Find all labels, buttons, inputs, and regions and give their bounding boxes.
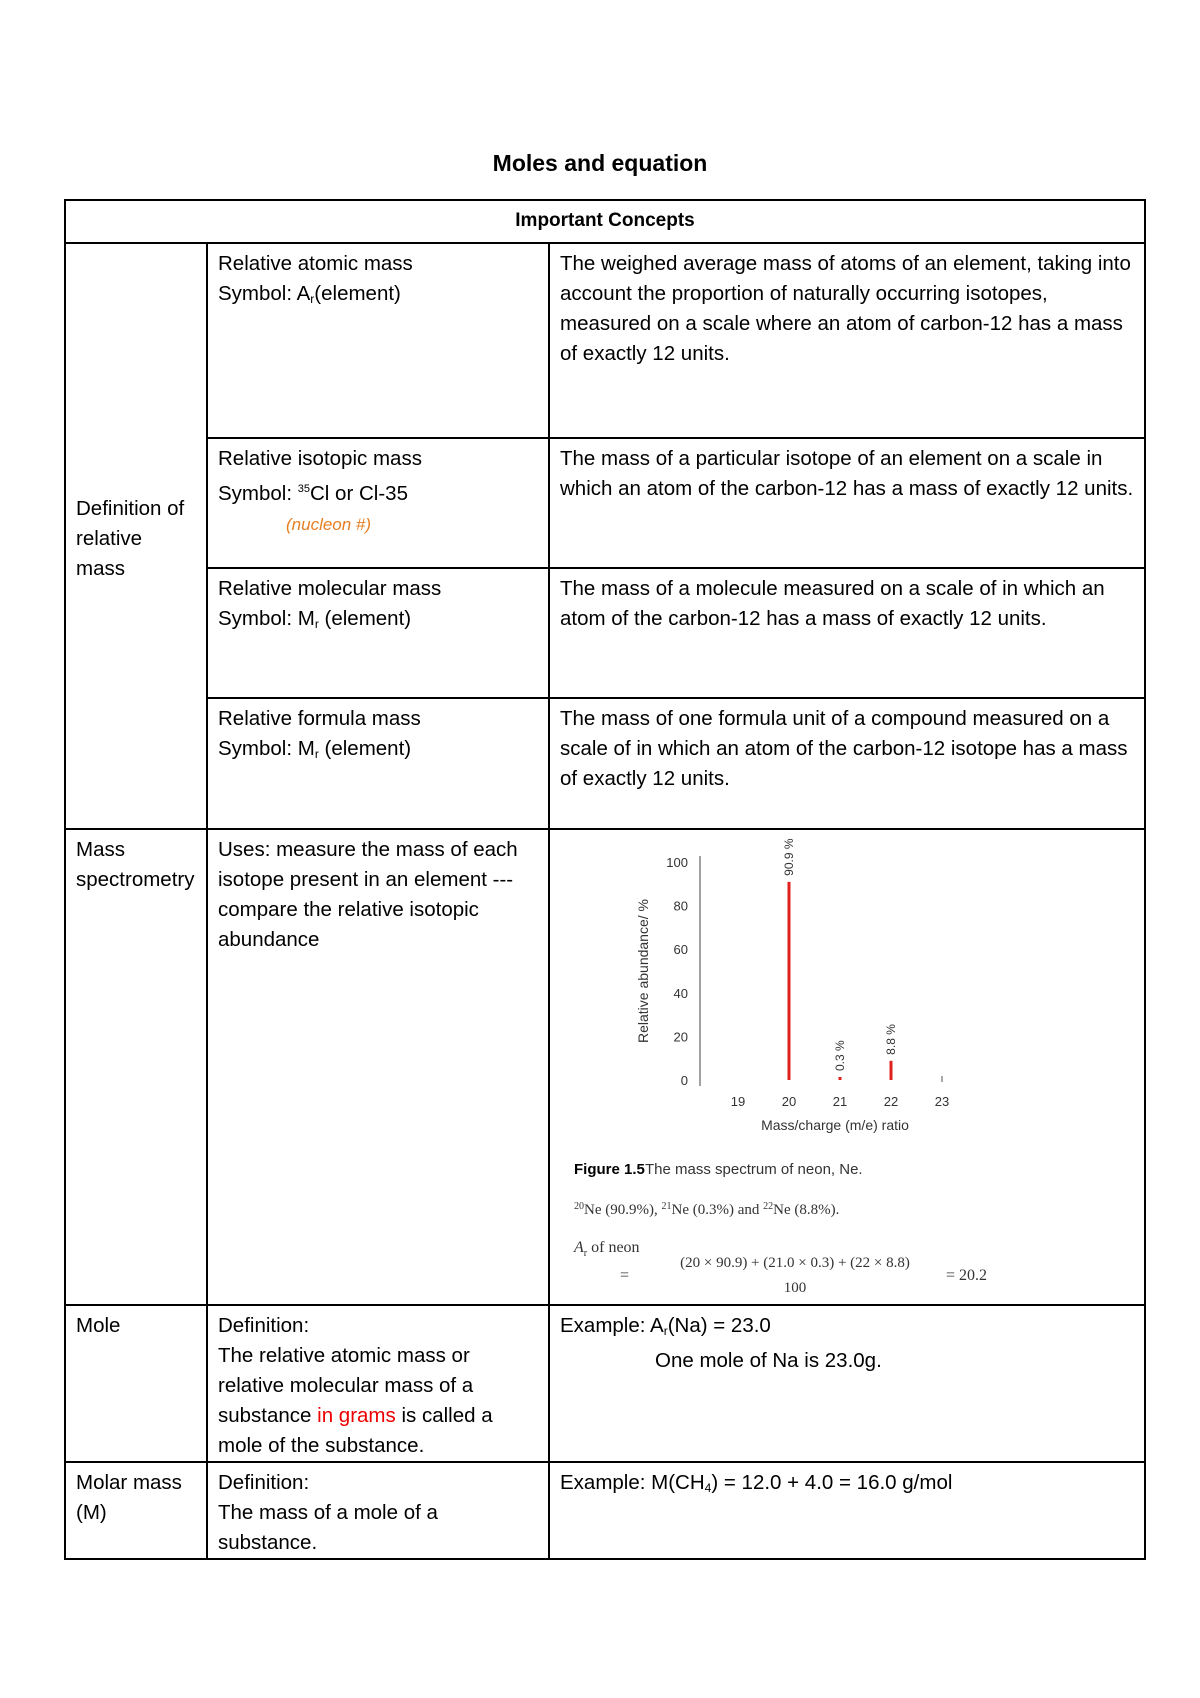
bar-value-label: 90.9 % <box>782 838 796 876</box>
mole-def-text: The relative atomic mass or relative molecular mass of a substance in grams is called a mole of the substance. <box>218 1344 493 1457</box>
term-relative-molecular: Relative molecular mass <box>218 577 442 600</box>
term-cell <box>207 243 549 438</box>
y-tick-label: 80 <box>673 898 688 914</box>
isotope-line: $^{20}$Ne (90.9%), $^{21}$Ne (0.3%) and $^{22}$Ne (8.8%). <box>574 1201 840 1218</box>
definition-relative-isotopic: The mass of a particular isotope of an element on a scale in which an atom of the carbon-12 has a mass of exactly 12 units. <box>549 438 1145 568</box>
table-row <box>65 829 1145 1305</box>
y-tick-label: 20 <box>673 1029 688 1045</box>
bar-value-label: 0.3 % <box>833 1040 847 1071</box>
in-grams-highlight: in grams <box>317 1404 396 1427</box>
mole-example <box>549 1305 1145 1462</box>
molar-mass-definition <box>207 1462 549 1559</box>
x-tick-label: 19 <box>730 1094 746 1109</box>
mole-def-label: Definition: <box>218 1314 310 1337</box>
fraction-result: = 20.2 <box>946 1267 988 1284</box>
y-tick-label: 0 <box>680 1073 688 1088</box>
definition-relative-formula: The mass of one formula unit of a compound measured on a scale of in which an atom of the carbon-12 isotope has a mass of exactly 12 units. <box>549 698 1145 829</box>
mole-definition <box>207 1305 549 1462</box>
term-relative-formula: Relative formula mass <box>218 707 421 730</box>
mass-spectrum-figure <box>549 829 1145 1305</box>
group-label-text: Definition of relative mass <box>76 496 185 580</box>
mole-example-line2: One mole of Na is 23.0g. <box>655 1349 882 1372</box>
x-tick-label: 23 <box>934 1094 950 1109</box>
mass-spec-uses: Uses: measure the mass of each isotope present in an element --- compare the relative isotopic abundance <box>207 829 549 1305</box>
fraction-denominator: 100 <box>783 1280 807 1296</box>
table-row <box>65 568 1145 698</box>
table-row <box>65 243 1145 438</box>
y-tick-label: 100 <box>666 855 688 870</box>
symbol-relative-atomic: Symbol: $A_r(element)$ <box>218 282 401 306</box>
definition-relative-atomic: The weighed average mass of atoms of an element, taking into account the proportion of naturally occurring isotopes, measured on a scale where an atom of carbon-12 has a mass of exactly 12 units. <box>549 243 1145 438</box>
molar-mass-example: Example: $M(CH_4) = 12.0 + 4.0 = 16.0$ g/mol <box>549 1462 1145 1559</box>
relative-mass-group-label <box>65 243 207 829</box>
y-axis-label: Relative abundance/ % <box>635 899 651 1043</box>
x-axis-label: Mass/charge (m/e) ratio <box>761 1117 909 1133</box>
table-header-row <box>65 200 1145 243</box>
symbol-relative-molecular: Symbol: $M_r$ (element) <box>218 607 412 631</box>
term-cell <box>207 568 549 698</box>
y-tick-label: 40 <box>673 985 688 1001</box>
concepts-table <box>64 199 1146 1560</box>
x-tick-label: 20 <box>781 1094 797 1109</box>
definition-relative-molecular: The mass of a molecule measured on a scale of in which an atom of the carbon-12 has a mass of exactly 12 units. <box>549 568 1145 698</box>
equals-sign: = <box>620 1267 630 1284</box>
figure-caption-bold: Figure 1.5 <box>574 1161 645 1178</box>
ar-neon-label: $A_r$ of neon <box>574 1239 640 1259</box>
molar-mass-label: Molar mass (M) <box>65 1462 207 1559</box>
table-row <box>65 438 1145 568</box>
table-row <box>65 1305 1145 1462</box>
mole-example-line1: Example: $A_r(Na) = 23.0$ <box>560 1314 771 1338</box>
molar-def-label: Definition: <box>218 1471 310 1494</box>
mass-spec-label: Mass spectrometry <box>65 829 207 1305</box>
x-tick-label: 21 <box>832 1094 848 1109</box>
table-row <box>65 1462 1145 1559</box>
symbol-relative-formula: Symbol: $M_r$ (element) <box>218 737 412 761</box>
term-cell <box>207 698 549 829</box>
nucleon-note: (nucleon #) <box>286 515 372 534</box>
molar-def-text: The mass of a mole of a substance. <box>218 1501 438 1554</box>
mass-spectrum-chart <box>550 830 1105 1300</box>
y-tick-label: 60 <box>673 942 688 958</box>
table-row <box>65 698 1145 829</box>
term-relative-isotopic: Relative isotopic mass <box>218 447 422 470</box>
term-cell <box>207 438 549 568</box>
mole-label: Mole <box>65 1305 207 1462</box>
page-title: Moles and equation <box>492 150 708 176</box>
term-relative-atomic: Relative atomic mass <box>218 252 413 275</box>
symbol-relative-isotopic: Symbol: $^{35}$Cl or Cl-35 <box>218 482 408 505</box>
bar-value-label: 8.8 % <box>884 1024 898 1055</box>
table-header: Important Concepts <box>65 200 1145 243</box>
figure-caption-text: The mass spectrum of neon, Ne. <box>645 1161 863 1178</box>
x-tick-label: 22 <box>883 1094 899 1109</box>
fraction-numerator: (20 × 90.9) + (21.0 × 0.3) + (22 × 8.8) <box>680 1255 910 1271</box>
